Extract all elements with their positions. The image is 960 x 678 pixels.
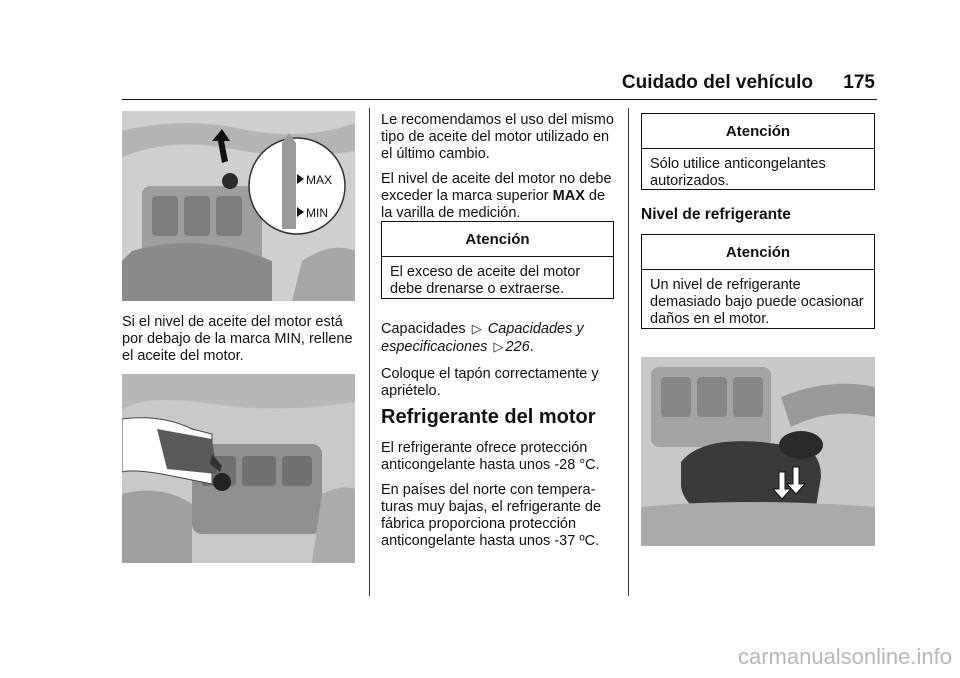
column-2-text xyxy=(381,112,617,230)
reference-arrow-icon: ▷ xyxy=(471,321,482,336)
column-divider xyxy=(628,108,629,596)
same-oil-paragraph: Le recomendamos el uso del mismo tipo de aceite del motor utilizado en el último cambio. xyxy=(381,112,614,162)
watermark: carmanualsonline.info xyxy=(737,644,952,669)
page-header xyxy=(122,72,877,100)
northern-countries-paragraph: En países del norte con tempera-turas muy bajas, el refrigerante de fábrica proporciona protección anticongelante hasta unos -37 ºC. xyxy=(381,482,602,549)
max-label: MAX xyxy=(306,173,333,187)
notice-title: Atención xyxy=(642,114,874,149)
notice-body: El exceso de aceite del motor debe drenarse o extraerse. xyxy=(390,264,581,297)
coolant-level-heading: Nivel de refrigerante xyxy=(641,206,791,223)
low-coolant-notice xyxy=(641,234,875,329)
min-label: MIN xyxy=(306,206,328,220)
notice-title: Atención xyxy=(642,235,874,270)
oil-low-paragraph: Si el nivel de aceite del motor está por debajo de la marca MIN, rellene el aceite del motor. xyxy=(122,314,353,364)
capacities-link[interactable]: Capacidades y xyxy=(487,321,584,337)
max-mark: MAX xyxy=(552,188,585,204)
capacities-paragraph: Capacidades ▷ Capacidades y xyxy=(381,321,584,337)
capacities-page-ref[interactable]: 226 xyxy=(505,339,530,355)
column-2-coolant-text xyxy=(381,440,617,558)
notice-body: Sólo utilice anticongelantes autorizados. xyxy=(650,156,826,189)
notice-title: Atención xyxy=(382,222,613,257)
page-ref-line: especificaciones ▷ 226. xyxy=(381,339,534,355)
excess-oil-notice xyxy=(381,221,614,299)
coolant-reservoir-figure xyxy=(641,357,875,546)
page-number: 175 xyxy=(843,72,875,93)
section-title: Cuidado del vehículo xyxy=(621,72,813,93)
oil-refill-figure xyxy=(122,374,355,563)
notice-body: Un nivel de refrigerante demasiado bajo puede ocasionar daños en el motor. xyxy=(650,277,864,327)
engine-coolant-heading: Refrigerante del motor xyxy=(381,406,596,428)
dipstick-figure xyxy=(122,111,355,301)
cap-paragraph: Coloque el tapón correctamente y apriételo. xyxy=(381,366,599,399)
column-divider xyxy=(369,108,370,596)
coolant-protection-paragraph: El refrigerante ofrece protección anticongelante hasta unos -28 °C. xyxy=(381,440,600,473)
reference-arrow-icon: ▷ xyxy=(493,339,504,354)
capacities-link-cont[interactable]: especificaciones xyxy=(381,339,488,355)
antifreeze-notice xyxy=(641,113,875,190)
max-mark-paragraph: El nivel de aceite del motor no debe exceder la marca superior MAX de la varilla de medición. xyxy=(381,171,612,221)
